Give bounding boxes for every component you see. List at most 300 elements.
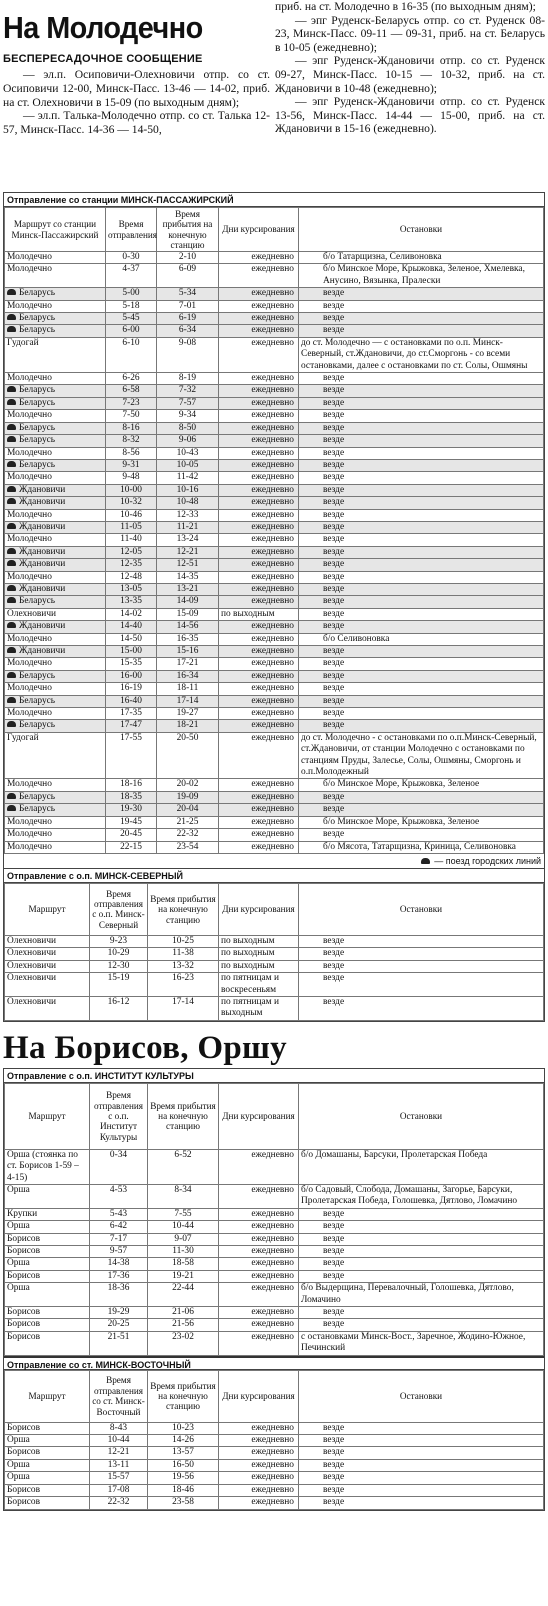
- route-name: Беларусь: [19, 459, 56, 470]
- arrival-time: 6-19: [157, 313, 219, 325]
- route-cell: [5, 385, 106, 397]
- arrival-time: 9-34: [157, 410, 219, 422]
- stops: везде: [299, 509, 544, 521]
- departure-time: 17-08: [90, 1484, 148, 1496]
- operating-days: ежедневно: [219, 1208, 299, 1220]
- newspaper-page: [3, 0, 545, 1511]
- table-row: [5, 960, 544, 972]
- table-row: [5, 397, 544, 409]
- route-name: Орша: [7, 1459, 30, 1470]
- table-row: [5, 646, 544, 658]
- departure-time: 8-56: [106, 447, 157, 459]
- legend-footnote: [4, 854, 544, 868]
- legend-text: — поезд городских линий: [434, 855, 541, 866]
- route-cell: [5, 1221, 90, 1233]
- route-cell: [5, 447, 106, 459]
- departure-time: 19-29: [90, 1307, 148, 1319]
- arrival-time: 13-32: [148, 960, 219, 972]
- operating-days: по пятницам и воскресеньям: [219, 973, 299, 997]
- arrival-time: 2-10: [157, 252, 219, 264]
- route-name: Молодечно: [7, 373, 52, 384]
- route-name: Молодечно: [7, 447, 52, 458]
- operating-days: ежедневно: [219, 385, 299, 397]
- intro-paragraph: приб. на ст. Молодечно в 16-35 (по выходным дням);: [275, 0, 536, 13]
- operating-days: ежедневно: [219, 1258, 299, 1270]
- arrival-time: 10-43: [157, 447, 219, 459]
- route-name: Олехновичи: [7, 935, 57, 946]
- table-row: [5, 1208, 544, 1220]
- departure-time: 16-00: [106, 670, 157, 682]
- route-cell: [5, 373, 106, 385]
- stops: везде: [299, 973, 544, 997]
- table-row: [5, 708, 544, 720]
- schedule-table: [4, 883, 544, 1021]
- departure-time: 13-11: [90, 1459, 148, 1471]
- operating-days: ежедневно: [219, 484, 299, 496]
- arrival-time: 10-25: [148, 935, 219, 947]
- stops: везде: [299, 521, 544, 533]
- stops: везде: [299, 313, 544, 325]
- route-name: Беларусь: [19, 720, 56, 731]
- stops: везде: [299, 608, 544, 620]
- table-row: [5, 596, 544, 608]
- table-row: [5, 816, 544, 828]
- route-name: Молодечно: [7, 410, 52, 421]
- route-cell: [5, 252, 106, 264]
- stops: везде: [299, 1422, 544, 1434]
- arrival-time: 17-14: [157, 695, 219, 707]
- stops: везде: [299, 621, 544, 633]
- operating-days: ежедневно: [219, 1497, 299, 1509]
- operating-days: ежедневно: [219, 288, 299, 300]
- route-cell: [5, 708, 106, 720]
- stops: везде: [299, 670, 544, 682]
- arrival-time: 20-02: [157, 779, 219, 791]
- table-row: [5, 1233, 544, 1245]
- departure-time: 18-35: [106, 791, 157, 803]
- table-row: [5, 509, 544, 521]
- route-cell: [5, 1497, 90, 1509]
- section-title-molodechno: На Молодечно: [3, 10, 203, 45]
- operating-days: ежедневно: [219, 779, 299, 791]
- arrival-time: 11-38: [148, 948, 219, 960]
- stops: везде: [299, 571, 544, 583]
- departure-time: 8-16: [106, 422, 157, 434]
- operating-days: ежедневно: [219, 621, 299, 633]
- suburban-train-icon: [7, 697, 16, 703]
- column-header: Время отправления: [106, 208, 157, 252]
- arrival-time: 16-23: [148, 973, 219, 997]
- operating-days: ежедневно: [219, 497, 299, 509]
- operating-days: ежедневно: [219, 841, 299, 853]
- table-row: [5, 1447, 544, 1459]
- table-row: [5, 410, 544, 422]
- route-name: Борисов: [7, 1497, 41, 1508]
- stops: везде: [299, 646, 544, 658]
- suburban-train-icon: [7, 585, 16, 591]
- suburban-train-icon: [7, 461, 16, 467]
- route-name: Беларусь: [19, 670, 56, 681]
- departure-time: 8-32: [106, 435, 157, 447]
- departure-time: 15-00: [106, 646, 157, 658]
- stops: б/о Татарщизна, Селивоновка: [299, 252, 544, 264]
- stops: везде: [299, 683, 544, 695]
- schedule-table: [4, 1083, 544, 1356]
- stops: везде: [299, 288, 544, 300]
- column-header: Дни курсирования: [219, 1370, 299, 1422]
- route-name: Орша: [7, 1435, 30, 1446]
- column-header: Время прибытия на конечную станцию: [157, 208, 219, 252]
- arrival-time: 18-46: [148, 1484, 219, 1496]
- departure-time: 5-18: [106, 300, 157, 312]
- route-cell: [5, 1246, 90, 1258]
- table-row: [5, 1472, 544, 1484]
- stops: везде: [299, 397, 544, 409]
- route-name: Борисов: [7, 1270, 41, 1281]
- route-cell: [5, 337, 106, 372]
- arrival-time: 7-57: [157, 397, 219, 409]
- departure-time: 16-19: [106, 683, 157, 695]
- suburban-train-icon: [7, 399, 16, 405]
- arrival-time: 8-50: [157, 422, 219, 434]
- route-name: Молодечно: [7, 264, 52, 275]
- route-cell: [5, 1283, 90, 1307]
- suburban-train-icon: [7, 386, 16, 392]
- table-row: [5, 1435, 544, 1447]
- operating-days: ежедневно: [219, 658, 299, 670]
- table-row: [5, 670, 544, 682]
- stops: везде: [299, 791, 544, 803]
- table-row: [5, 1459, 544, 1471]
- stops: б/о Мясота, Татарщизна, Криница, Селивоновка: [299, 841, 544, 853]
- route-name: Борисов: [7, 1422, 41, 1433]
- operating-days: ежедневно: [219, 1233, 299, 1245]
- operating-days: ежедневно: [219, 435, 299, 447]
- suburban-train-icon: [7, 597, 16, 603]
- departure-time: 13-05: [106, 583, 157, 595]
- timetable-minsk-north: [3, 869, 545, 1022]
- route-cell: [5, 484, 106, 496]
- table-row: [5, 264, 544, 288]
- column-header: Время отправления со ст. Минск-Восточный: [90, 1370, 148, 1422]
- arrival-time: 14-56: [157, 621, 219, 633]
- operating-days: ежедневно: [219, 646, 299, 658]
- column-header: Маршрут: [5, 883, 90, 935]
- timetable-minsk-pass: [3, 192, 545, 869]
- departure-time: 7-50: [106, 410, 157, 422]
- stops: везде: [299, 325, 544, 337]
- route-name: Беларусь: [19, 804, 56, 815]
- operating-days: ежедневно: [219, 1422, 299, 1434]
- departure-time: 20-25: [90, 1319, 148, 1331]
- route-name: Ждановичи: [19, 621, 66, 632]
- operating-days: по выходным: [219, 960, 299, 972]
- operating-days: ежедневно: [219, 300, 299, 312]
- operating-days: ежедневно: [219, 816, 299, 828]
- table-row: [5, 829, 544, 841]
- table-row: [5, 695, 544, 707]
- route-name: Орша: [7, 1283, 30, 1294]
- operating-days: ежедневно: [219, 264, 299, 288]
- departure-time: 4-53: [90, 1184, 148, 1208]
- route-cell: [5, 948, 90, 960]
- stops: б/о Минское Море, Крыжовка, Зеленое, Хмелевка, Анусино, Вязынка, Пралески: [299, 264, 544, 288]
- suburban-train-icon: [7, 424, 16, 430]
- route-name: Борисов: [7, 1484, 41, 1495]
- operating-days: по выходным: [219, 948, 299, 960]
- route-cell: [5, 571, 106, 583]
- table-row: [5, 300, 544, 312]
- table-title: Отправление с о.п. ИНСТИТУТ КУЛЬТУРЫ: [4, 1069, 544, 1083]
- route-name: Молодечно: [7, 252, 52, 262]
- route-cell: [5, 1447, 90, 1459]
- column-header: Время отправления с о.п. Институт Культуры: [90, 1083, 148, 1149]
- arrival-time: 18-11: [157, 683, 219, 695]
- stops: везде: [299, 1497, 544, 1509]
- operating-days: ежедневно: [219, 732, 299, 779]
- operating-days: ежедневно: [219, 1246, 299, 1258]
- stops: везде: [299, 497, 544, 509]
- arrival-time: 12-51: [157, 559, 219, 571]
- stops: б/о Домашаны, Барсуки, Пролетарская Победа: [299, 1149, 544, 1184]
- departure-time: 12-48: [106, 571, 157, 583]
- route-name: Борисов: [7, 1246, 41, 1256]
- operating-days: ежедневно: [219, 1447, 299, 1459]
- table-row: [5, 608, 544, 620]
- operating-days: ежедневно: [219, 1283, 299, 1307]
- intro-paragraph: — эл.п. Осиповичи-Олехновичи отпр. со ст. Осиповичи 12-00, Минск-Пасс. 13-46 — 14-02, приб. на ст. Олехновичи в 15-09 (по выходным дням);: [3, 68, 270, 109]
- route-name: Беларусь: [19, 313, 56, 324]
- route-cell: [5, 695, 106, 707]
- arrival-time: 6-52: [148, 1149, 219, 1184]
- route-name: Молодечно: [7, 829, 52, 840]
- column-header: Время прибытия на конечную станцию: [148, 1370, 219, 1422]
- departure-time: 14-40: [106, 621, 157, 633]
- table-row: [5, 1258, 544, 1270]
- arrival-time: 9-06: [157, 435, 219, 447]
- departure-time: 10-44: [90, 1435, 148, 1447]
- route-cell: [5, 1270, 90, 1282]
- arrival-time: 21-06: [148, 1307, 219, 1319]
- route-name: Ждановичи: [19, 497, 66, 508]
- operating-days: ежедневно: [219, 313, 299, 325]
- suburban-train-icon: [7, 326, 16, 332]
- departure-time: 17-35: [106, 708, 157, 720]
- route-name: Ждановичи: [19, 583, 66, 594]
- departure-time: 19-30: [106, 804, 157, 816]
- route-cell: [5, 1472, 90, 1484]
- route-name: Гудогай: [7, 337, 39, 348]
- intro-column-2: [275, 0, 545, 136]
- arrival-time: 21-25: [157, 816, 219, 828]
- suburban-train-icon: [7, 560, 16, 566]
- route-name: Ждановичи: [19, 546, 66, 557]
- departure-time: 9-48: [106, 472, 157, 484]
- route-cell: [5, 521, 106, 533]
- table-row: [5, 484, 544, 496]
- table-row: [5, 1331, 544, 1355]
- route-cell: [5, 509, 106, 521]
- departure-time: 22-32: [90, 1497, 148, 1509]
- route-name: Беларусь: [19, 596, 56, 607]
- operating-days: ежедневно: [219, 422, 299, 434]
- departure-time: 18-36: [90, 1283, 148, 1307]
- stops: с остановками Минск-Вост., Заречное, Жодино-Южное, Печинский: [299, 1331, 544, 1355]
- intro-paragraph: — эпг Руденск-Беларусь отпр. со ст. Руденск 08-23, Минск-Пасс. 09-11 — 09-31, приб. на ст. Беларусь в 10-05 (ежедневно);: [275, 13, 545, 54]
- operating-days: ежедневно: [219, 521, 299, 533]
- route-name: Молодечно: [7, 472, 52, 483]
- route-cell: [5, 313, 106, 325]
- column-header: Время отправления с о.п. Минск-Северный: [90, 883, 148, 935]
- route-name: Олехновичи: [7, 973, 57, 984]
- arrival-time: 10-05: [157, 459, 219, 471]
- departure-time: 12-30: [90, 960, 148, 972]
- operating-days: ежедневно: [219, 459, 299, 471]
- stops: везде: [299, 658, 544, 670]
- departure-time: 17-55: [106, 732, 157, 779]
- operating-days: ежедневно: [219, 373, 299, 385]
- route-cell: [5, 1258, 90, 1270]
- arrival-time: 6-34: [157, 325, 219, 337]
- suburban-train-icon: [7, 805, 16, 811]
- table-row: [5, 472, 544, 484]
- intro-paragraph: — эпг Руденск-Ждановичи отпр. со ст. Руденск 13-56, Минск-Пасс. 14-44 — 15-00, приб. на ст. Ждановичи в 15-16 (ежедневно).: [275, 95, 545, 136]
- route-cell: [5, 534, 106, 546]
- column-header: Остановки: [299, 1083, 544, 1149]
- operating-days: ежедневно: [219, 1307, 299, 1319]
- table-row: [5, 1270, 544, 1282]
- table-title: Отправление со станции МИНСК-ПАССАЖИРСКИЙ: [4, 193, 544, 207]
- route-cell: [5, 288, 106, 300]
- operating-days: ежедневно: [219, 472, 299, 484]
- departure-time: 17-47: [106, 720, 157, 732]
- stops: везде: [299, 1246, 544, 1258]
- stops: везде: [299, 1447, 544, 1459]
- route-name: Гудогай: [7, 732, 39, 743]
- operating-days: ежедневно: [219, 1331, 299, 1355]
- arrival-time: 7-55: [148, 1208, 219, 1220]
- operating-days: ежедневно: [219, 683, 299, 695]
- route-cell: [5, 973, 90, 997]
- departure-time: 5-45: [106, 313, 157, 325]
- stops: везде: [299, 422, 544, 434]
- route-name: Беларусь: [19, 288, 56, 299]
- departure-time: 12-35: [106, 559, 157, 571]
- stops: везде: [299, 583, 544, 595]
- departure-time: 18-16: [106, 779, 157, 791]
- departure-time: 0-30: [106, 252, 157, 264]
- arrival-time: 20-04: [157, 804, 219, 816]
- schedule-table: [4, 1370, 544, 1510]
- route-cell: [5, 658, 106, 670]
- arrival-time: 13-24: [157, 534, 219, 546]
- table-row: [5, 1221, 544, 1233]
- arrival-time: 13-21: [157, 583, 219, 595]
- stops: везде: [299, 484, 544, 496]
- route-name: Молодечно: [7, 779, 52, 790]
- arrival-time: 13-57: [148, 1447, 219, 1459]
- operating-days: ежедневно: [219, 509, 299, 521]
- departure-time: 14-50: [106, 633, 157, 645]
- arrival-time: 23-02: [148, 1331, 219, 1355]
- route-cell: [5, 829, 106, 841]
- route-cell: [5, 1208, 90, 1220]
- stops: везде: [299, 596, 544, 608]
- stops: везде: [299, 546, 544, 558]
- table-row: [5, 1422, 544, 1434]
- arrival-time: 21-56: [148, 1319, 219, 1331]
- stops: везде: [299, 1221, 544, 1233]
- arrival-time: 10-48: [157, 497, 219, 509]
- stops: до ст. Молодечно — с остановками по о.п. Минск-Северный, ст.Ждановичи, до ст.Сморгонь - со всеми остановками, далее с остановками по ст. Солы, Ошмяны: [299, 337, 544, 372]
- stops: везде: [299, 1270, 544, 1282]
- departure-time: 14-02: [106, 608, 157, 620]
- arrival-time: 12-33: [157, 509, 219, 521]
- departure-time: 17-36: [90, 1270, 148, 1282]
- operating-days: по пятницам и выходным: [219, 996, 299, 1020]
- route-name: Беларусь: [19, 385, 56, 396]
- section-title-borisov: На Борисов, Оршу: [3, 1029, 287, 1066]
- table-row: [5, 1319, 544, 1331]
- route-cell: [5, 646, 106, 658]
- departure-time: 19-45: [106, 816, 157, 828]
- departure-time: 8-43: [90, 1422, 148, 1434]
- table-row: [5, 935, 544, 947]
- operating-days: ежедневно: [219, 325, 299, 337]
- operating-days: ежедневно: [219, 397, 299, 409]
- arrival-time: 10-23: [148, 1422, 219, 1434]
- departure-time: 5-43: [90, 1208, 148, 1220]
- departure-time: 14-38: [90, 1258, 148, 1270]
- operating-days: ежедневно: [219, 410, 299, 422]
- stops: везде: [299, 410, 544, 422]
- table-row: [5, 683, 544, 695]
- stops: везде: [299, 1233, 544, 1245]
- arrival-time: 17-14: [148, 996, 219, 1020]
- route-name: Борисов: [7, 1447, 41, 1458]
- table-row: [5, 732, 544, 779]
- route-cell: [5, 422, 106, 434]
- route-cell: [5, 1331, 90, 1355]
- route-cell: [5, 397, 106, 409]
- route-name: Борисов: [7, 1319, 41, 1330]
- arrival-time: 8-34: [148, 1184, 219, 1208]
- column-header: Дни курсирования: [219, 208, 299, 252]
- route-name: Беларусь: [19, 791, 56, 802]
- route-cell: [5, 497, 106, 509]
- arrival-time: 12-21: [157, 546, 219, 558]
- route-name: Олехновичи: [7, 948, 57, 959]
- arrival-time: 10-16: [157, 484, 219, 496]
- operating-days: ежедневно: [219, 447, 299, 459]
- departure-time: 6-42: [90, 1221, 148, 1233]
- stops: б/о Садовый, Слобода, Домашаны, Загорье, Барсуки, Пролетарская Победа, Голошевка, Дятлово, Ломачино: [299, 1184, 544, 1208]
- stops: везде: [299, 695, 544, 707]
- table-row: [5, 385, 544, 397]
- departure-time: 9-31: [106, 459, 157, 471]
- stops: везде: [299, 300, 544, 312]
- arrival-time: 11-42: [157, 472, 219, 484]
- arrival-time: 11-21: [157, 521, 219, 533]
- route-name: Олехновичи: [7, 608, 57, 619]
- route-name: Орша: [7, 1221, 30, 1232]
- operating-days: ежедневно: [219, 829, 299, 841]
- route-cell: [5, 670, 106, 682]
- departure-time: 15-35: [106, 658, 157, 670]
- table-row: [5, 1497, 544, 1509]
- intro-column-1: [3, 10, 270, 136]
- table-row: [5, 534, 544, 546]
